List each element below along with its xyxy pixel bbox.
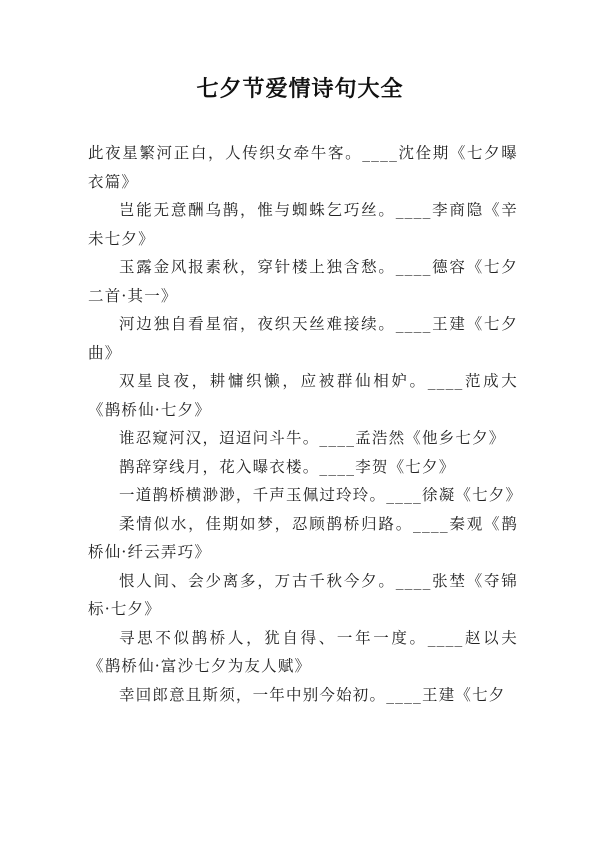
poem-line: 双星良夜，耕慵织懒，应被群仙相妒。____范成大《鹊桥仙·七夕》 — [88, 372, 518, 419]
poem-line: 岂能无意酬乌鹊，惟与蜘蛛乞巧丝。____李商隐《辛未七夕》 — [88, 201, 518, 248]
poem-line: 鹊辞穿线月，花入曝衣楼。____李贺《七夕》 — [119, 457, 456, 476]
poem-line: 此夜星繁河正白，人传织女牵牛客。____沈佺期《七夕曝衣篇》 — [88, 144, 518, 191]
poem-line: 河边独自看星宿，夜织天丝难接续。____王建《七夕曲》 — [88, 315, 518, 362]
poem-line: 寻思不似鹊桥人，犹自得、一年一度。____赵以夫《鹊桥仙·富沙七夕为友人赋》 — [88, 628, 518, 675]
page-title: 七夕节爱情诗句大全 — [196, 76, 404, 102]
poem-line: 谁忍窥河汉，迢迢问斗牛。____孟浩然《他乡七夕》 — [119, 429, 506, 447]
poem-line: 柔情似水，佳期如梦，忍顾鹊桥归路。____秦观《鹊桥仙·纤云弄巧》 — [88, 514, 518, 561]
document-body — [88, 139, 523, 709]
poem-line: 恨人间、会少离多，万古千秋今夕。____张埜《夺锦标·七夕》 — [88, 571, 518, 618]
poem-line: 幸回郎意且斯须，一年中别今始初。____王建《七夕 — [119, 685, 506, 704]
poem-line: 一道鹊桥横渺渺，千声玉佩过玲玲。____徐凝《七夕》 — [119, 486, 523, 504]
poem-line: 玉露金风报素秋，穿针楼上独含愁。____德容《七夕二首·其一》 — [88, 258, 518, 305]
